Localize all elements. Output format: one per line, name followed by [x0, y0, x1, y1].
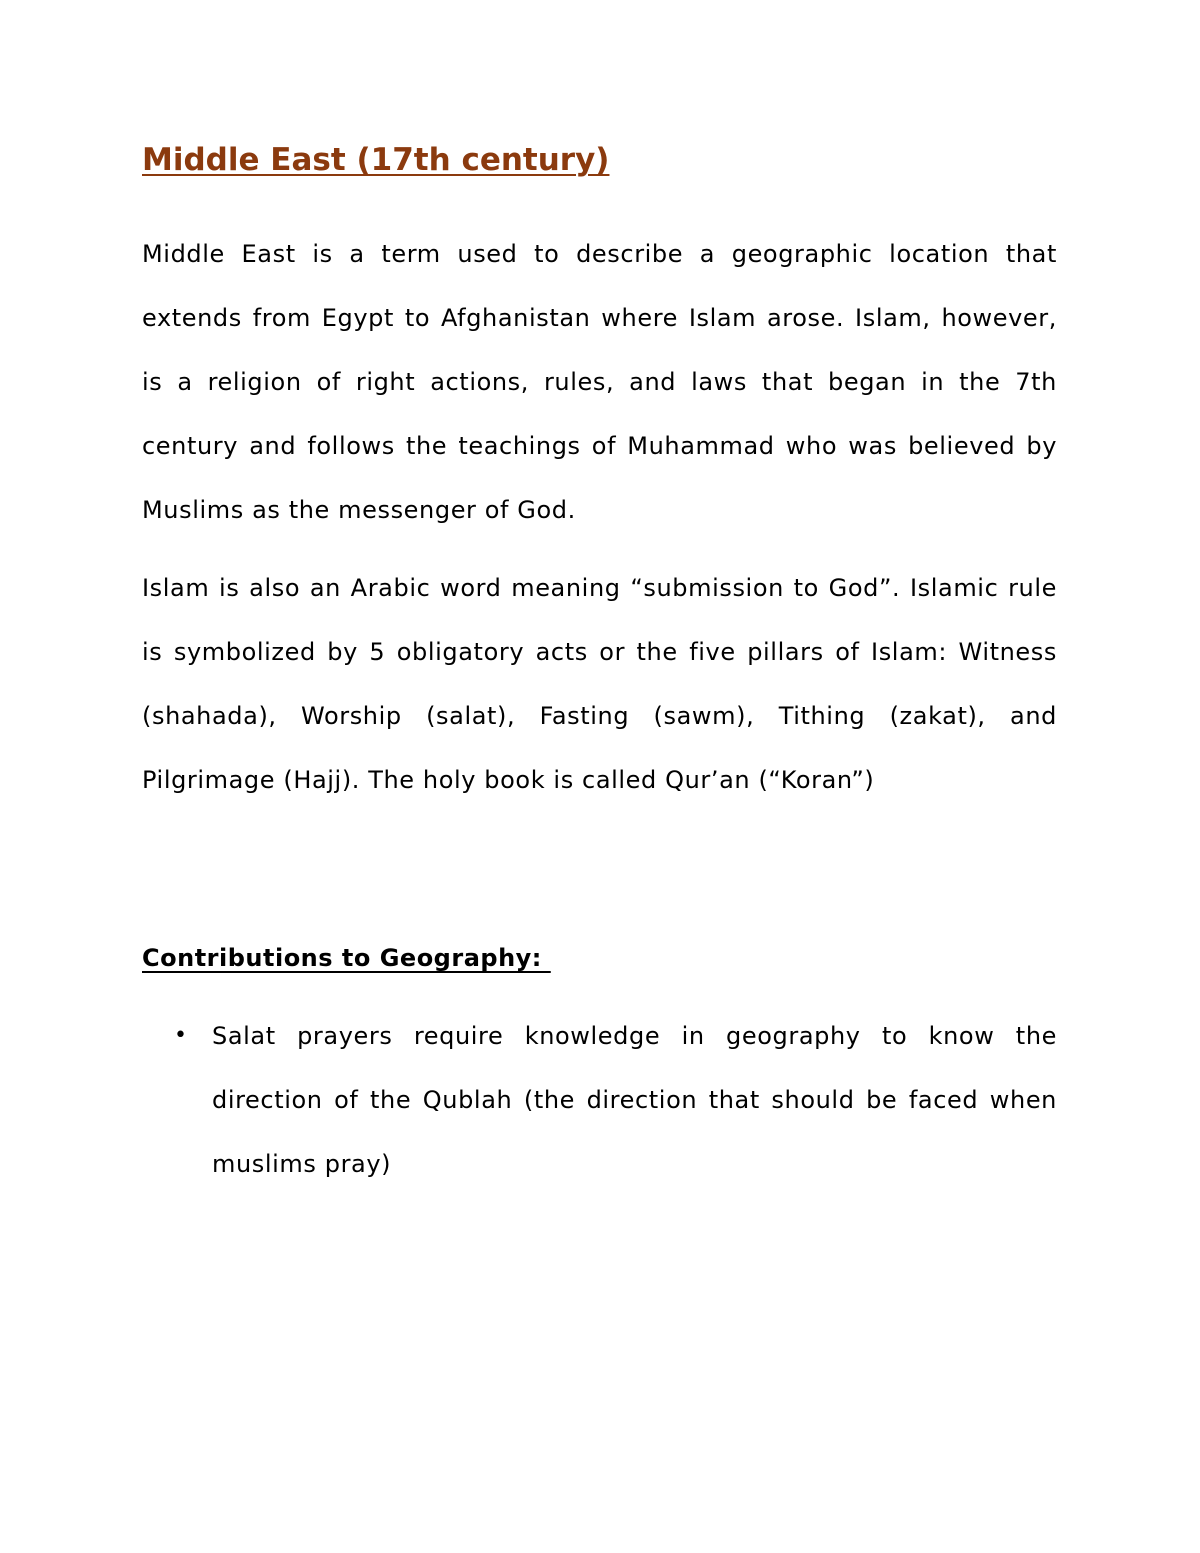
document-page — [142, 136, 1057, 1196]
bullet-text: Salat prayers require knowledge in geography to know the direction of the Qublah (the direction that should be faced when muslims pray) — [212, 1022, 1057, 1178]
page-title: Middle East (17th century) — [142, 142, 610, 178]
bullet-icon: • — [174, 1023, 188, 1048]
paragraph-middle-east: Middle East is a term used to describe a geographic location that extends from Egypt to Afghanistan where Islam arose. Islam, however, is a religion of right actions, rules, and laws that began in the 7th century and follows the teachings of Muhammad who was believed by Muslims as the messenger of God. — [142, 240, 1057, 524]
list-item — [142, 1004, 1057, 1196]
bullet-list — [142, 1004, 1057, 1196]
paragraph-islam: Islam is also an Arabic word meaning “submission to God”. Islamic rule is symbolized by 5 obligatory acts or the five pillars of Islam: Witness (shahada), Worship (salat), Fasting (sawm), Tithing (zakat), and Pilgrimage (Hajj). The holy book is called Qur’an (“Koran”) — [142, 574, 1057, 794]
section-heading-geography: Contributions to Geography: — [142, 944, 551, 972]
